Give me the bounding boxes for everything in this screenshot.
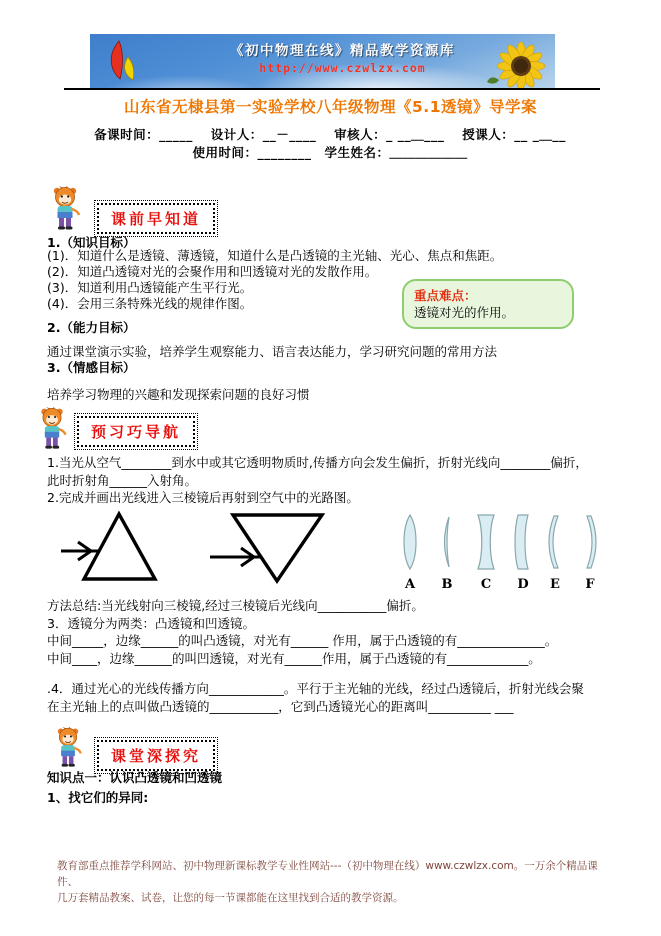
lens-label-c: C — [480, 577, 492, 592]
site-title: 《初中物理在线》精品教学资源库 — [230, 43, 455, 59]
section-header-preclass: 课前早知道 — [97, 203, 215, 234]
lens-C-biconcave — [478, 515, 494, 569]
mascot-icon — [50, 726, 86, 768]
method-summary: 方法总结:当光线射向三棱镜,经过三棱镜后光线向___________偏折。 — [47, 598, 424, 613]
key-points-body: 透镜对光的作用。 — [414, 305, 515, 320]
q1-line1: 1.当光从空气________到水中或其它透明物质时,传播方向会发生偏折，折射光线向________偏折， — [47, 455, 588, 470]
footer-line-1: 教育部重点推荐学科网站、初中物理新课标教学专业性网站---（初中物理在线）www.czwlzx.com。一万余个精品课件、 — [57, 860, 598, 888]
inverted-prism-diagram — [210, 515, 322, 581]
goal-item-3: (3)．知道利用凸透镜能产生平行光。 — [47, 279, 253, 295]
key-points-title: 重点难点： — [414, 288, 477, 303]
mascot-icon — [45, 185, 85, 231]
lens-label-e: E — [550, 577, 560, 592]
site-logo-icon — [102, 39, 146, 83]
emotion-goal-heading: 3.（情感目标） — [47, 360, 136, 375]
header-divider — [64, 88, 600, 90]
mascot-icon — [33, 406, 71, 450]
lens-D-concave-meniscus — [515, 515, 528, 569]
lens-B-thin-convex — [445, 517, 450, 567]
info-line-2: 使用时间：________ 学生姓名：＿＿＿＿＿＿ — [192, 145, 468, 160]
lens-F-right-meniscus — [587, 516, 596, 568]
q2-text: 2.完成并画出光线进入三棱镜后再射到空气中的光路图。 — [47, 490, 359, 505]
q1-line2: 此时折射角______入射角。 — [47, 473, 198, 488]
ability-goal-text: 通过课堂演示实验，培养学生观察能力、语言表达能力，学习研究问题的常用方法 — [47, 344, 498, 359]
footer-note — [57, 858, 612, 906]
sunflower-icon — [485, 38, 551, 88]
goal-item-1: (1)．知道什么是透镜、薄透镜，知道什么是凸透镜的主光轴、光心、焦点和焦距。 — [47, 248, 503, 263]
section-header-classroom: 课堂深探究 — [97, 740, 215, 771]
optics-diagram — [47, 504, 613, 597]
lens-label-f: F — [585, 577, 595, 592]
lens-shapes — [404, 515, 596, 569]
upright-prism-diagram — [61, 514, 155, 579]
lens-label-b: B — [441, 577, 453, 592]
ability-goal-heading: 2.（能力目标） — [47, 320, 136, 335]
footer-line-2: 几万套精品教案、试卷，让您的每一节课都能在这里找到合适的教学资源。 — [57, 892, 404, 904]
goal-item-2: (2)．知道凸透镜对光的会聚作用和凹透镜对光的发散作用。 — [47, 263, 378, 279]
lens-E-left-meniscus — [549, 516, 558, 568]
section-header-preview: 预习巧导航 — [77, 416, 195, 447]
lens-label-a: A — [404, 577, 416, 592]
site-banner — [90, 34, 555, 88]
info-line-1: 备课时间：_____ 设计人：__－____ 审核人：_ __＿___ 授课人：__ _＿__ — [94, 127, 566, 142]
goal-item-4: (4)．会用三条特殊光线的规律作图。 — [47, 295, 253, 311]
q3-line1: 中间_____，边缘______的叫凸透镜，对光有______ 作用，属于凸透镜的有______________。 — [47, 633, 558, 648]
q3-heading: 3．透镜分为两类：凸透镜和凹透镜。 — [47, 616, 255, 631]
q3-line2: 中间____，边缘______的叫凹透镜，对光有______作用，属于凸透镜的有_____________。 — [47, 651, 541, 666]
classroom-sub-1: 1、找它们的异同: — [47, 790, 149, 805]
lens-A-biconvex — [404, 515, 416, 569]
q4-line2: 在主光轴上的点叫做凸透镜的___________，它到凸透镜光心的距离叫__________ ___ — [47, 699, 514, 714]
knowledge-goal-heading: 1.（知识目标） — [47, 235, 136, 250]
banner-text-block — [195, 39, 490, 75]
lens-label-d: D — [517, 577, 529, 592]
emotion-goal-text: 培养学习物理的兴趣和发现探索问题的良好习惯 — [47, 387, 310, 402]
page-title: 山东省无棣县第一实验学校八年级物理《5.1透镜》导学案 — [124, 98, 537, 116]
site-url: http://www.czwlzx.com — [259, 61, 426, 75]
q4-line1: .4．通过光心的光线传播方向____________。平行于主光轴的光线，经过凸透镜后，折射光线会聚 — [47, 681, 584, 696]
knowledge-point-1: 知识点一：认识凸透镜和凹透镜 — [47, 770, 223, 785]
prism-and-lens-figure — [47, 504, 613, 597]
